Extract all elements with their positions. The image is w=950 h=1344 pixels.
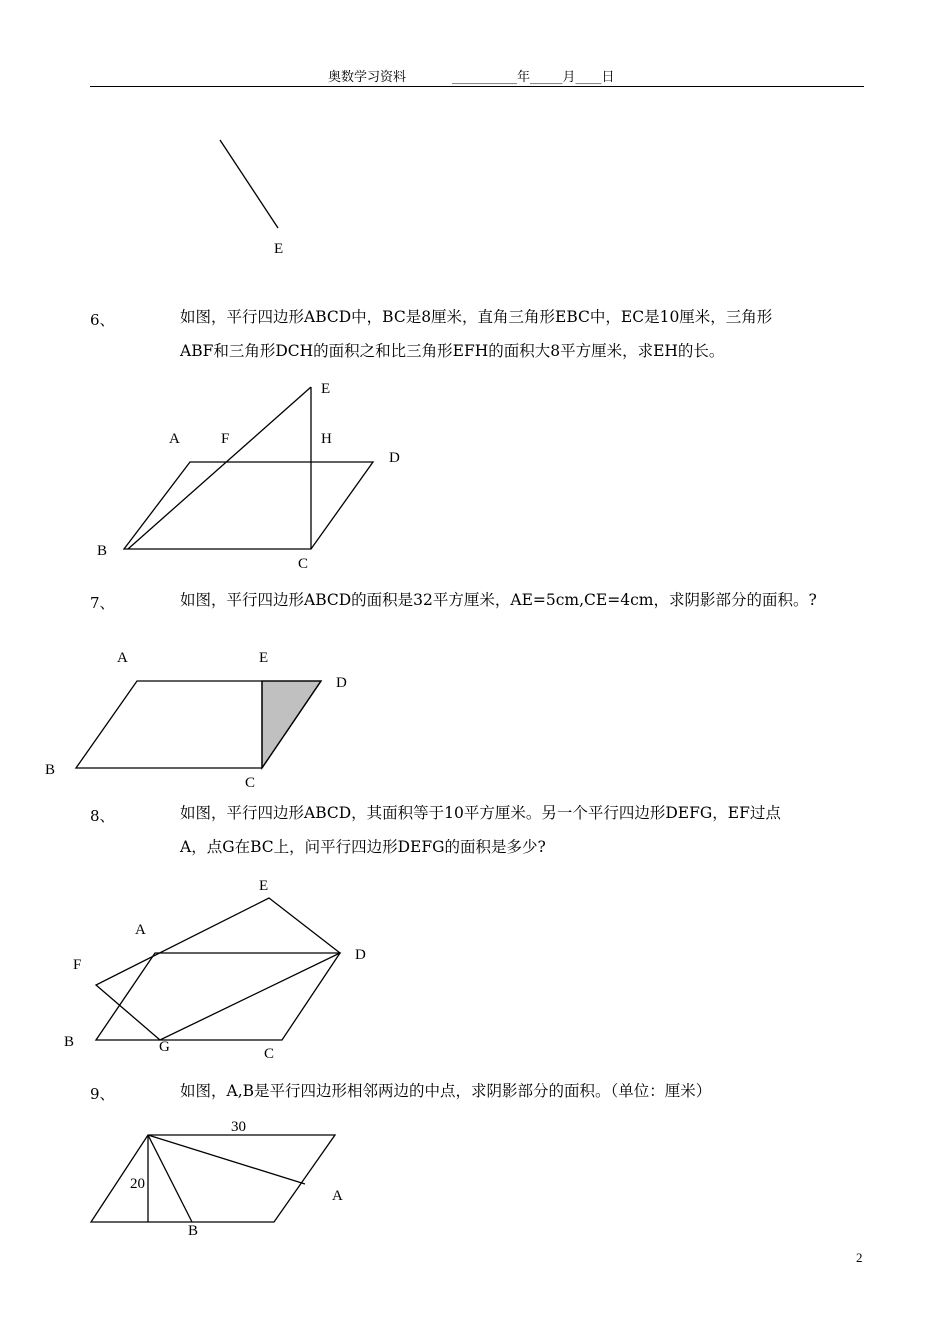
q7-label-c: C [245,775,256,791]
header-title: 奥数学习资料 [328,70,407,85]
q7-number: 7、 [90,594,115,612]
q7-label-e: E [259,650,269,666]
q9-text [180,1074,870,1108]
q6-number: 6、 [90,311,115,329]
q8-label-f: F [73,957,82,973]
q6-label-f: F [221,431,230,447]
q6-figure [124,387,373,549]
q9-label-b: B [188,1223,199,1239]
q8-figure [96,898,340,1040]
q6-label-h: H [321,431,332,447]
q6-line-be [128,387,311,549]
q7-text [180,583,880,617]
q7-figure [76,681,321,768]
q6-line-1: 如图，平行四边形ABCD中，BC是8厘米，直角三角形EBC中，EC是10厘米，三角形 [180,308,773,326]
q9-line-to-a [148,1135,305,1184]
q8-line-2: A，点G在BC上，问平行四边形DEFG的面积是多少? [180,838,546,856]
q8-line-1: 如图，平行四边形ABCD，其面积等于10平方厘米。另一个平行四边形DEFG，EF过点 [180,804,781,822]
q6-text [180,300,870,368]
q6-line-2: ABF和三角形DCH的面积之和比三角形EFH的面积大8平方厘米，求EH的长。 [180,342,725,360]
q9-number: 9、 [90,1085,115,1103]
q8-label-a: A [135,922,146,938]
q7-label-a: A [117,650,128,666]
q9-label-a: A [332,1188,343,1204]
q9-parallelogram [91,1135,335,1222]
q8-label-g: G [159,1039,170,1055]
q6-label-b: B [97,543,108,559]
q6-label-a: A [169,431,180,447]
q6-parallelogram-abcd [124,462,373,549]
fig5-label-e: E [274,241,284,257]
q8-parallelogram-defg [96,898,340,1040]
q6-label-e: E [321,381,331,397]
q9-label-height: 20 [130,1176,145,1192]
q8-label-b: B [64,1034,75,1050]
page-number: 2 [856,1250,863,1265]
q9-label-top-length: 30 [231,1119,246,1135]
q7-label-b: B [45,762,56,778]
q9-line-to-b [148,1135,192,1222]
q8-label-c: C [264,1046,275,1062]
header-date-blank: __________年_____月____日 [452,70,615,85]
q8-label-d: D [355,947,366,963]
q9-line-1: 如图，A,B是平行四边形相邻两边的中点，求阴影部分的面积。（单位：厘米） [180,1082,712,1100]
q9-figure [91,1135,335,1222]
q8-number: 8、 [90,807,115,825]
q6-label-d: D [389,450,400,466]
q6-label-c: C [298,556,309,572]
q7-line-1: 如图，平行四边形ABCD的面积是32平方厘米，AE=5cm,CE=4cm，求阴影部分的面积。? [180,591,817,609]
q8-text [180,796,870,864]
q8-label-e: E [259,878,269,894]
fig5-line [220,140,278,228]
q7-label-d: D [336,675,347,691]
